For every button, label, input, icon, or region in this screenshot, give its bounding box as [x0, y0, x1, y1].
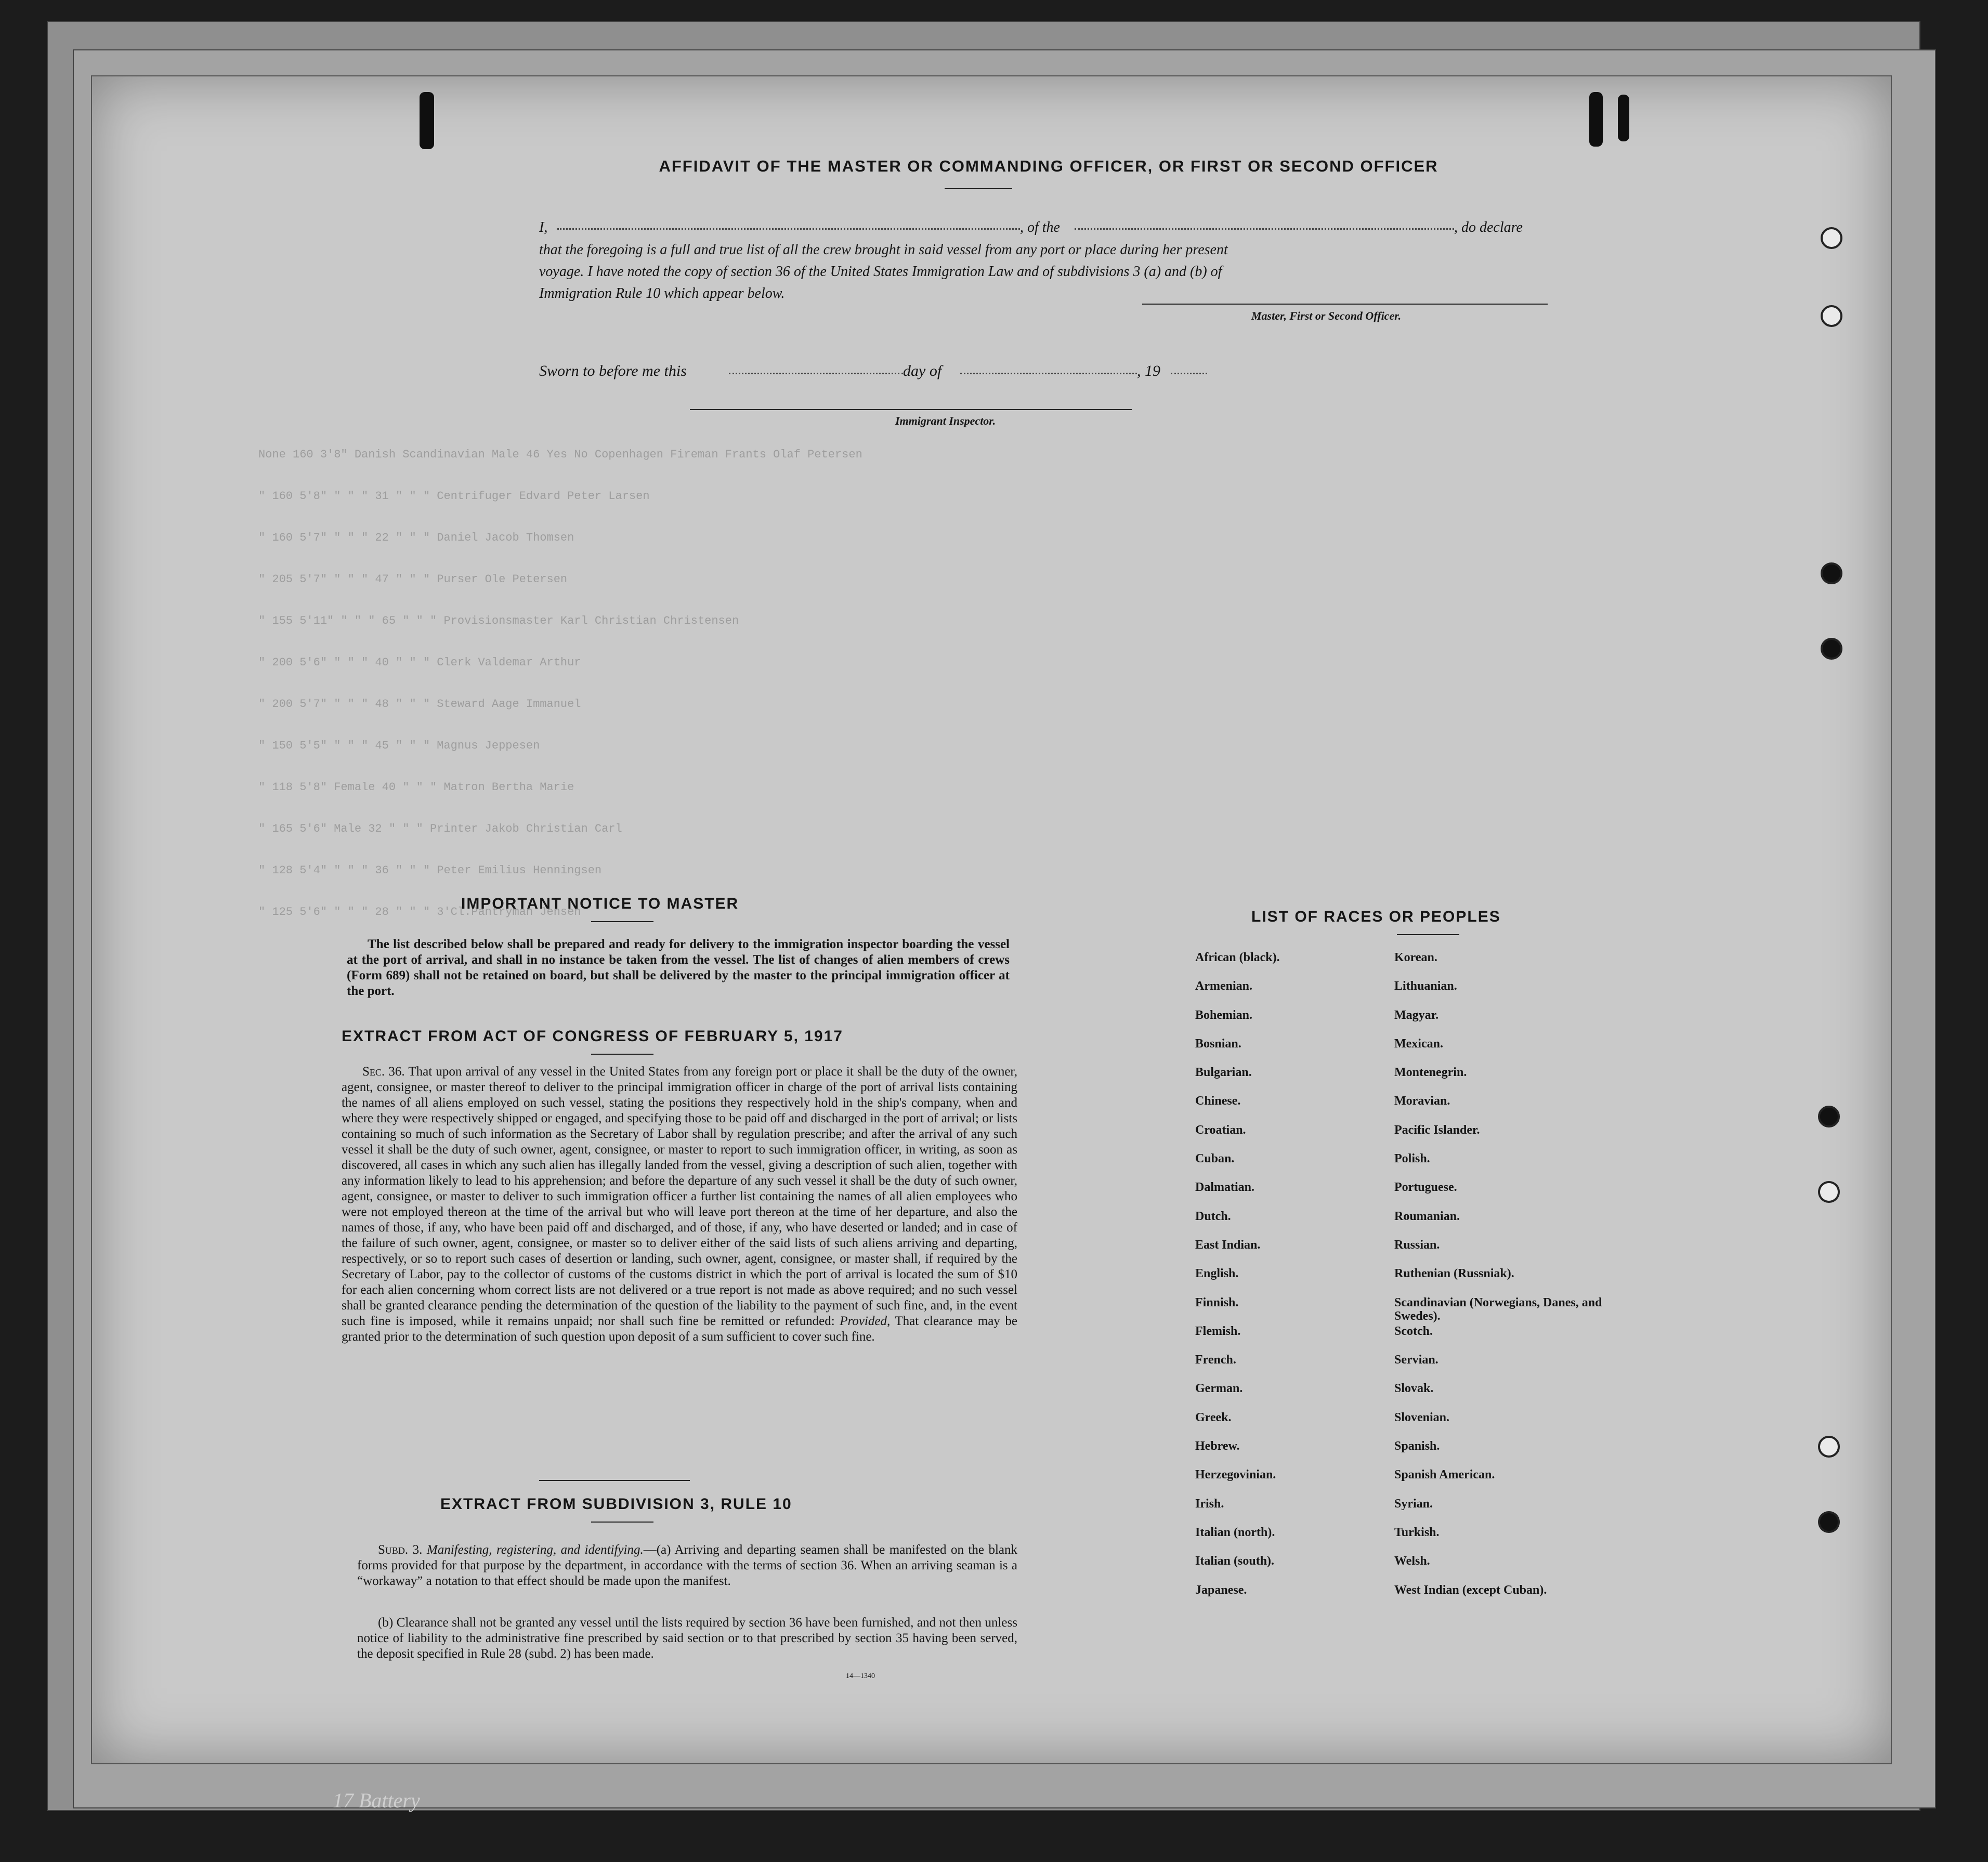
affidavit-of-label: , of the	[1020, 219, 1060, 235]
sworn-month-field[interactable]	[960, 373, 1137, 374]
affidavit-title: AFFIDAVIT OF THE MASTER OR COMMANDING OFFICER, OR FIRST OR SECOND OFFICER	[659, 157, 1438, 175]
form-number: 14—1340	[846, 1672, 875, 1680]
race-item: Mexican.	[1394, 1037, 1443, 1051]
race-item: Ruthenian (Russniak).	[1394, 1267, 1514, 1281]
race-item: Japanese.	[1195, 1583, 1247, 1597]
punch-hole	[1821, 638, 1842, 660]
bleed-through-row: " 160 5'8" " " " 31 " " " Centrifuger Edvard Peter Larsen	[258, 490, 650, 503]
bleed-through-row: " 155 5'11" " " " 65 " " " Provisionsmaster Karl Christian Christensen	[258, 614, 739, 627]
race-item: Chinese.	[1195, 1094, 1241, 1108]
subd-heading: Manifesting, registering, and identifying.	[426, 1543, 644, 1557]
bleed-through-row: " 150 5'5" " " " 45 " " " Magnus Jeppesen	[258, 739, 540, 752]
race-item: Italian (north).	[1195, 1525, 1275, 1539]
margin-handwriting: 17 Battery	[333, 1789, 420, 1812]
race-item: Cuban.	[1195, 1152, 1235, 1166]
extract-rule-body	[357, 1542, 1017, 1589]
bleed-through-row: " 200 5'7" " " " 48 " " " Steward Aage Immanuel	[258, 698, 581, 711]
race-item: Roumanian.	[1394, 1209, 1460, 1223]
race-item: German.	[1195, 1382, 1243, 1396]
sworn-year-field[interactable]	[1171, 373, 1207, 374]
race-item: Korean.	[1394, 951, 1437, 964]
race-item: Lithuanian.	[1394, 979, 1457, 993]
race-item: Servian.	[1394, 1353, 1438, 1367]
race-item: Montenegrin.	[1394, 1066, 1467, 1080]
race-item: Magyar.	[1394, 1008, 1439, 1022]
race-item: Welsh.	[1394, 1554, 1430, 1568]
affidavit-line2: that the foregoing is a full and true list of all the crew brought in said vessel from any port or place during her present	[539, 242, 1228, 258]
vessel-name-field[interactable]	[1075, 228, 1454, 230]
subd-label: Subd. 3.	[378, 1543, 423, 1557]
year-label: , 19	[1137, 362, 1160, 379]
race-item: Flemish.	[1195, 1324, 1241, 1338]
race-item: Polish.	[1394, 1152, 1430, 1166]
race-item: Portuguese.	[1394, 1181, 1457, 1195]
race-item: Hebrew.	[1195, 1439, 1240, 1453]
race-item: Herzegovinian.	[1195, 1468, 1276, 1482]
punch-hole	[1821, 305, 1842, 327]
master-signature-line[interactable]	[1142, 304, 1548, 305]
bleed-through-row: None 160 3'8" Danish Scandinavian Male 46 Yes No Copenhagen Fireman Frants Olaf Petersen	[258, 448, 862, 461]
race-item: Bosnian.	[1195, 1037, 1241, 1051]
race-item: Bulgarian.	[1195, 1066, 1252, 1080]
race-item: Turkish.	[1394, 1525, 1440, 1539]
race-item: Spanish American.	[1394, 1468, 1495, 1482]
day-of-label: day of	[903, 362, 942, 379]
inspector-caption: Immigrant Inspector.	[895, 414, 996, 427]
race-item: Russian.	[1394, 1238, 1440, 1252]
punch-hole	[1818, 1436, 1840, 1458]
punch-hole	[1818, 1106, 1840, 1127]
races-column-1	[1195, 951, 1388, 1612]
bleed-through-row: " 200 5'6" " " " 40 " " " Clerk Valdemar Arthur	[258, 656, 581, 669]
punch-hole	[1821, 227, 1842, 249]
race-item: Moravian.	[1394, 1094, 1450, 1108]
race-item: Slovak.	[1394, 1382, 1434, 1396]
affidavit-line4: Immigration Rule 10 which appear below.	[539, 285, 785, 301]
extract-rule-title: EXTRACT FROM SUBDIVISION 3, RULE 10	[440, 1496, 792, 1513]
bleed-through-row: " 160 5'7" " " " 22 " " " Daniel Jacob Thomsen	[258, 531, 574, 544]
punch-hole	[1821, 562, 1842, 584]
bleed-through-row: " 165 5'6" Male 32 " " " Printer Jakob Christian Carl	[258, 822, 622, 835]
extract-rule-top-rule	[539, 1480, 690, 1481]
binder-clip-right	[1589, 92, 1603, 147]
binder-clip-right-2	[1618, 95, 1629, 141]
extract-act-title-rule	[591, 1054, 653, 1055]
race-item: Italian (south).	[1195, 1554, 1275, 1568]
provided-label: Provided,	[840, 1314, 891, 1328]
master-caption: Master, First or Second Officer.	[1251, 309, 1402, 322]
races-column-2	[1394, 951, 1618, 1612]
notice-title: IMPORTANT NOTICE TO MASTER	[461, 895, 739, 912]
extract-act-body	[342, 1064, 1017, 1345]
sec-body: That upon arrival of any vessel in the United States from any foreign port or place it shall be the duty of the owner, agent, consignee, or master thereof to deliver to the principal immigration officer in charge of the port of arrival lists containing the names of all aliens employed on such vessel, stating the positions they respectively hold in the ship's company, when and where they were respectively shipped or engaged, and specifying those to be paid off and discharged in the port of arrival; or lists containing so much of such information as the Secretary of Labor shall by regulation prescribe; and after the arrival of any such vessel it shall be the duty of such owner, agent, consignee, or master to report to such immigration officer, in writing, as soon as discovered, all cases in which any such alien has illegally landed from the vessel, giving a description of such alien, together with any information likely to lead to his apprehension; and before the departure of any such vessel it shall be the duty of such owner, agent, consignee, or master to deliver to such immigration officer a further list containing the names of all alien employees who were not employed thereon at the time of the arrival but who will leave port thereon at the time of her departure, and also the names of those, if any, who have been paid off and discharged, and of those, if any, who have deserted or landed; and in case of the failure of such owner, agent, consignee, or master so to deliver either of the said lists of such aliens arriving and departing, respectively, or so to report such cases of desertion or landing, such owner, agent, consignee, or master shall, if required by the Secretary of Labor, pay to the collector of customs of the customs district in which the port of arrival is located the sum of $10 for each alien concerning whom correct lists are not delivered or a true report is not made as above required; and no such vessel shall be granted clearance pending the determination of the question of the liability to the payment of such fine, and, in the event such fine is imposed, while it remains unpaid; nor shall such fine be remitted or refunded:	[342, 1065, 1017, 1328]
extract-rule-para-b: (b) Clearance shall not be granted any vessel until the lists required by section 36 have been furnished, and not then unless notice of liability to the administrative fine prescribed by said section or to that prescribed by section 35 having been served, the deposit specified in Rule 28 (subd. 2) has been made.	[357, 1616, 1017, 1661]
punch-hole	[1818, 1181, 1840, 1203]
provided-body: That clearance may be granted prior to the determination of such question upon deposit of a sum sufficient to cover such fine.	[342, 1314, 1017, 1344]
bleed-through-row: " 125 5'6" " " " 28 " " " 3'Cl.Pantryman Jensen	[258, 906, 581, 919]
race-item: Dutch.	[1195, 1209, 1231, 1223]
race-item: Pacific Islander.	[1394, 1123, 1480, 1137]
punch-hole	[1818, 1511, 1840, 1533]
binder-clip-left	[420, 92, 434, 149]
declarant-name-field[interactable]	[557, 228, 1020, 230]
race-item: Greek.	[1195, 1410, 1232, 1424]
bleed-through-row: " 205 5'7" " " " 47 " " " Purser Ole Petersen	[258, 573, 568, 586]
race-item: Scandinavian (Norwegians, Danes, and Swedes).	[1394, 1295, 1602, 1323]
race-item: Armenian.	[1195, 979, 1252, 993]
race-item: French.	[1195, 1353, 1236, 1367]
inspector-signature-line[interactable]	[690, 409, 1132, 410]
race-item: Scotch.	[1394, 1324, 1433, 1338]
affidavit-i-label: I,	[539, 219, 548, 235]
notice-body: The list described below shall be prepared and ready for delivery to the immigration inspector boarding the vessel at the port of arrival, and shall in no instance be taken from the vessel. The list of changes of alien members of crews (Form 689) shall not be retained on board, but shall be delivered by the master to the principal immigration officer at the port.	[347, 937, 1010, 998]
affidavit-line3: voyage. I have noted the copy of section 36 of the United States Immigration Law and of subdivisions 3 (a) and (b) of	[539, 264, 1222, 280]
notice-title-rule	[591, 921, 653, 922]
extract-rule-title-rule	[591, 1522, 653, 1523]
race-item: East Indian.	[1195, 1238, 1261, 1252]
extract-act-title: EXTRACT FROM ACT OF CONGRESS OF FEBRUARY 5, 1917	[342, 1028, 843, 1045]
manifest-page	[91, 75, 1892, 1764]
race-item: Finnish.	[1195, 1295, 1239, 1309]
race-item: Syrian.	[1394, 1497, 1433, 1511]
bleed-through-row: " 118 5'8" Female 40 " " " Matron Bertha Marie	[258, 781, 574, 794]
sworn-day-field[interactable]	[729, 373, 903, 374]
sworn-label: Sworn to before me this	[539, 362, 687, 379]
affidavit-title-rule	[945, 188, 1012, 189]
race-item: Bohemian.	[1195, 1008, 1253, 1022]
race-item: English.	[1195, 1267, 1239, 1281]
races-title: LIST OF RACES OR PEOPLES	[1251, 908, 1501, 925]
race-item: Croatian.	[1195, 1123, 1246, 1137]
race-item: West Indian (except Cuban).	[1394, 1583, 1547, 1597]
bleed-through-row: " 128 5'4" " " " 36 " " " Peter Emilius Henningsen	[258, 864, 602, 877]
race-item: Dalmatian.	[1195, 1181, 1254, 1195]
affidavit-declare-label: , do declare	[1454, 219, 1523, 235]
race-item: Spanish.	[1394, 1439, 1440, 1453]
race-item: Irish.	[1195, 1497, 1224, 1511]
subd-para-a: —(a) Arriving and departing seamen shall be manifested on the blank forms provided for that purpose by the department, in accordance with the terms of section 36. When an arriving seaman is a “workaway” a notation to that effect should be made upon the manifest.	[357, 1543, 1017, 1588]
races-title-rule	[1397, 934, 1459, 935]
race-item: Slovenian.	[1394, 1410, 1450, 1424]
sec-label: Sec. 36.	[362, 1065, 405, 1079]
race-item: African (black).	[1195, 951, 1280, 964]
